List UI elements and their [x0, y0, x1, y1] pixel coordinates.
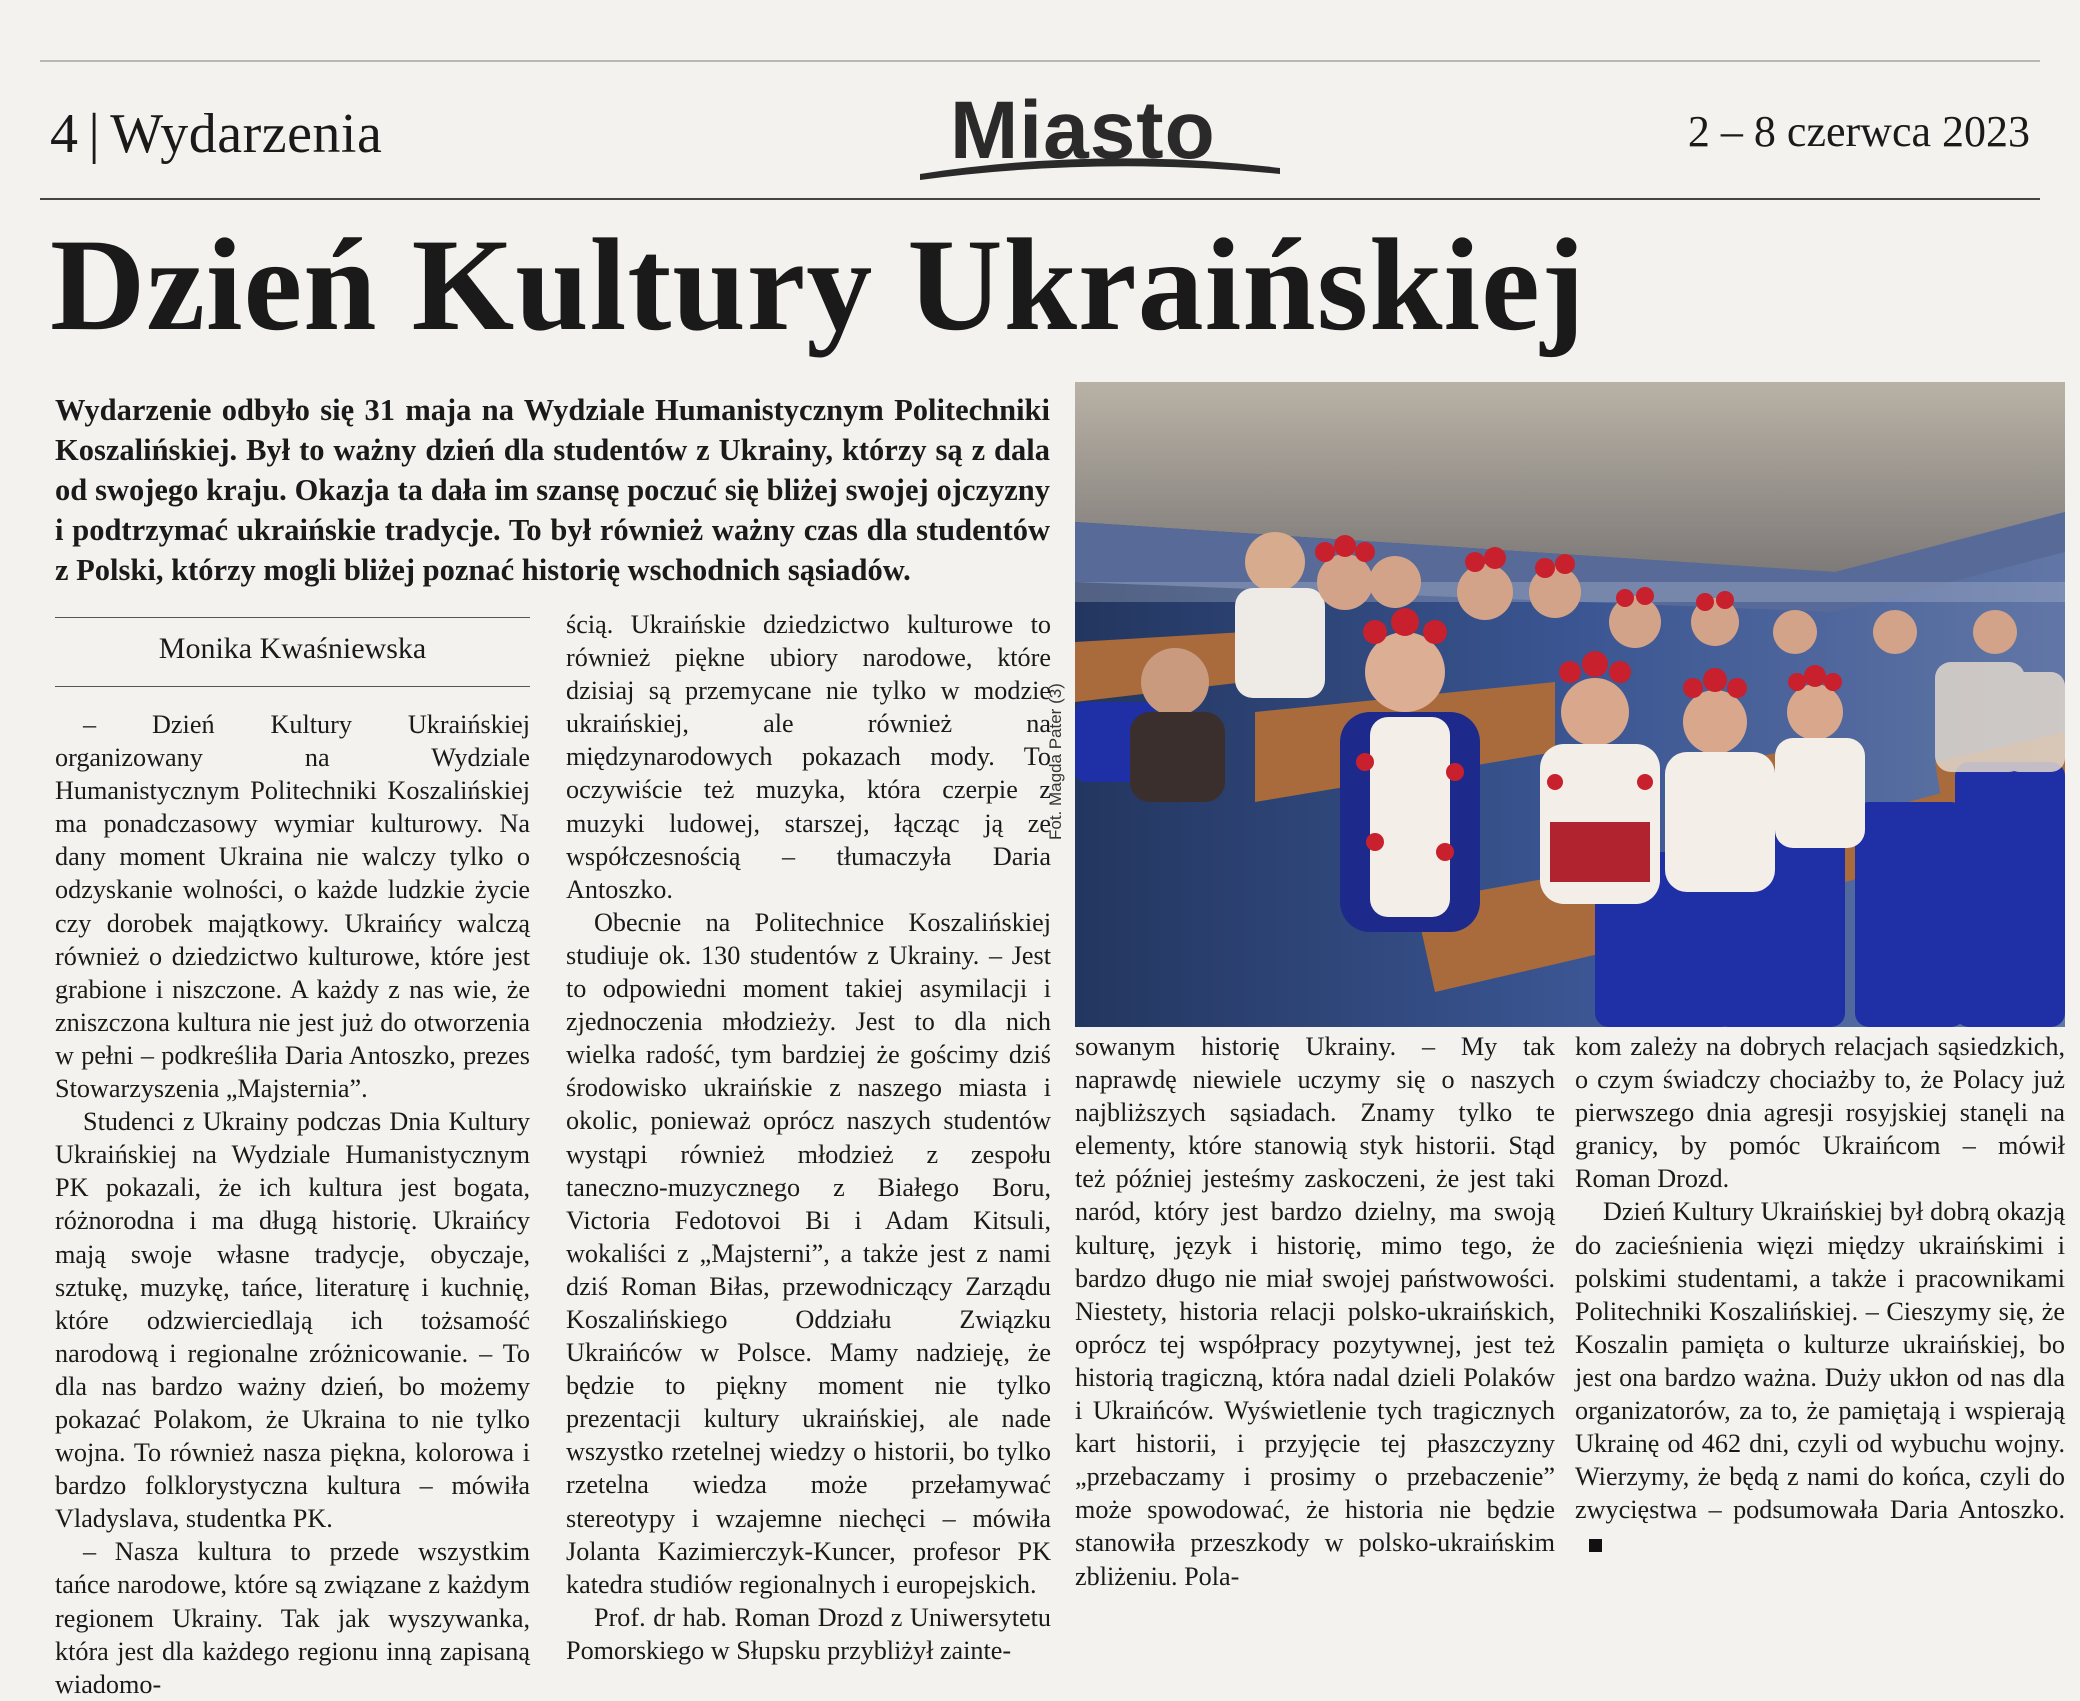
article-title: Dzień Kultury Ukraińskiej [50, 211, 1586, 358]
paragraph-text: Dzień Kultury Ukraińskiej był dobrą okazją do zacieśnienia więzi między ukraińskimi i polskimi studentami, a także i pracownikami Politechniki Koszalińskiej. – Cieszymy się, że Koszalin pamięta o kulturze ukraińskiej, bo jest ona bardzo ważna. Duży ukłon od nas dla organizatorów, za to, że pamiętają i wspierają Ukrainę od 462 dni, czyli od wybuchu wojny. Wierzymy, że będą z nami do końca, czyli do zwycięstwa – podsumowała Daria Antoszko. [1575, 1197, 2065, 1525]
paragraph: – Dzień Kultury Ukraińskiej organizowany na Wydziale Humanistycznym Politechniki Koszalińskiej ma ponadczasowy wymiar kulturowy. Na dany moment Ukraina nie walczy tylko o odzyskanie wolności, o każde ludzkie życie czy dorobek majątkowy. Ukraińcy walczą również o dziedzictwo kulturowe, które jest grabione i niszczone. A każdy z nas wie, że zniszczona kultura nie jest już do otworzenia w pełni – podkreśliła Daria Antoszko, prezes Stowarzyszenia „Majsternia”. [55, 710, 530, 1104]
byline: Monika Kwaśniewska [158, 632, 427, 665]
section-heading [50, 102, 382, 166]
body-column-4 [1575, 1030, 2065, 1560]
article-photo [1075, 382, 2065, 1027]
masthead-logo [910, 84, 1290, 184]
page-number: 4 [50, 103, 79, 165]
section-name: Wydarzenia [110, 103, 383, 165]
issue-date: 2 – 8 czerwca 2023 [1687, 107, 2030, 156]
paragraph-final [1575, 1195, 2065, 1559]
paragraph: Prof. dr hab. Roman Drozd z Uniwersytetu Pomorskiego w Słupsku przybliżył zainte- [566, 1602, 1051, 1665]
byline-rule-top [55, 617, 530, 618]
page-header [40, 85, 2040, 182]
body-column-2 [566, 608, 1051, 1667]
body-column-1 [55, 708, 530, 1701]
article-lead: Wydarzenie odbyło się 31 maja na Wydziale Humanistycznym Politechniki Koszalińskiej. Był to ważny dzień dla studentów z Ukrainy, którzy są z dala od swojego kraju. Okazja ta dała im szansę poczuć się bliżej swojej ojczyzny i podtrzymać ukraińskie tradycje. To był również ważny czas dla studentów z Polski, którzy mogli bliżej poznać historię wschodnich sąsiadów. [55, 393, 1050, 587]
top-rule [40, 60, 2040, 62]
paragraph: kom zależy na dobrych relacjach sąsiedzkich, o czym świadczy chociażby to, że Polacy już pierwszego dnia agresji rosyjskiej stanęli na granicy, by pomóc Ukraińcom – mówił Roman Drozd. [1575, 1032, 2065, 1194]
photo-credit: Fot. Magda Pater (3) [1046, 683, 1065, 840]
paragraph: – Nasza kultura to przede wszystkim tańce narodowe, które są związane z każdym regionem Ukrainy. Tak jak wyszywanka, która jest dla każdego regionu inną zapisaną wiadomo- [55, 1537, 530, 1699]
end-of-article-mark [1589, 1539, 1602, 1552]
byline-rule-bottom [55, 686, 530, 687]
photo-audience-in-folk-costumes [1075, 382, 2065, 1027]
separator: | [88, 103, 101, 165]
paragraph: sowanym historię Ukrainy. – My tak naprawdę niewiele uczymy się o naszych najbliższych sąsiadach. Znamy tylko te elementy, które stanowią styk historii. Stąd też później jesteśmy zaskoczeni, że jest taki naród, który jest bardzo dzielny, ma swoją kulturę, język i historię, mimo tego, że bardzo długo nie miał swojej państwowości. Niestety, historia relacji polsko-ukraińskich, oprócz tej współpracy pozytywnej, jest też historią tragiczną, która nadal dzieli Polaków i Ukraińców. Wyświetlenie tych tragicznych kart historii, i przyjęcie tej płaszczyzny „przebaczamy i prosimy o przebaczenie” może spowodować, że historia nie będzie stanowiła przeszkody w polsko-ukraińskim zbliżeniu. Pola- [1075, 1032, 1555, 1591]
body-column-3 [1075, 1030, 1555, 1593]
paragraph: Obecnie na Politechnice Koszalińskiej studiuje ok. 130 studentów z Ukrainy. – Jest to odpowiedni moment takiej asymilacji i zjednoczenia młodzieży. Jest to dla nich wielka radość, tym bardziej że gościmy dziś środowisko ukraińskie z naszego miasta i okolic, ponieważ oprócz naszych studentów wystąpi również młodzież z zespołu taneczno-muzycznego z Białego Boru, Victoria Fedotovoi Bi i Adam Kitsuli, wokaliści z „Majsterni”, a także jest z nami dziś Roman Biłas, przewodniczący Zarządu Koszalińskiego Oddziału Związku Ukraińców w Polsce. Mamy nadzieję, że będzie to piękny moment nie tylko prezentacji kultury ukraińskiej, ale nade wszystko rzetelnej wiedzy o historii, bo tylko rzetelna wiedza może przełamywać stereotypy i wzajemne niechęci – mówiła Jolanta Kazimierczyk-Kuncer, profesor PK katedra studiów regionalnych i europejskich. [566, 907, 1051, 1599]
header-rule [40, 198, 2040, 200]
paragraph: ścią. Ukraińskie dziedzictwo kulturowe to również piękne ubiory narodowe, które dzisiaj są przemycane nie tylko w modzie ukraińskiej, ale również na międzynarodowych pokazach mody. To oczywiście też muzyka, która czerpie z muzyki ludowej, starszej, łącząc ją ze współczesnością – tłumaczyła Daria Antoszko. [566, 610, 1051, 904]
paragraph: Studenci z Ukrainy podczas Dnia Kultury Ukraińskiej na Wydziale Humanistycznym PK pokazali, że ich kultura jest bogata, różnorodna i ma długą historię. Ukraińcy mają swoje własne tradycje, obyczaje, sztukę, muzykę, tańce, literaturę i kuchnię, które odzwierciedlają ich tożsamość narodową i regionalne zróżnicowanie. – To dla nas bardzo ważny dzień, bo możemy pokazać Polakom, że Ukraina to nie tylko wojna. To również nasza piękna, kolorowa i bardzo folklorystyczna kultura – mówiła Vladyslava, studentka PK. [55, 1107, 530, 1534]
masthead-name: Miasto [950, 85, 1216, 176]
